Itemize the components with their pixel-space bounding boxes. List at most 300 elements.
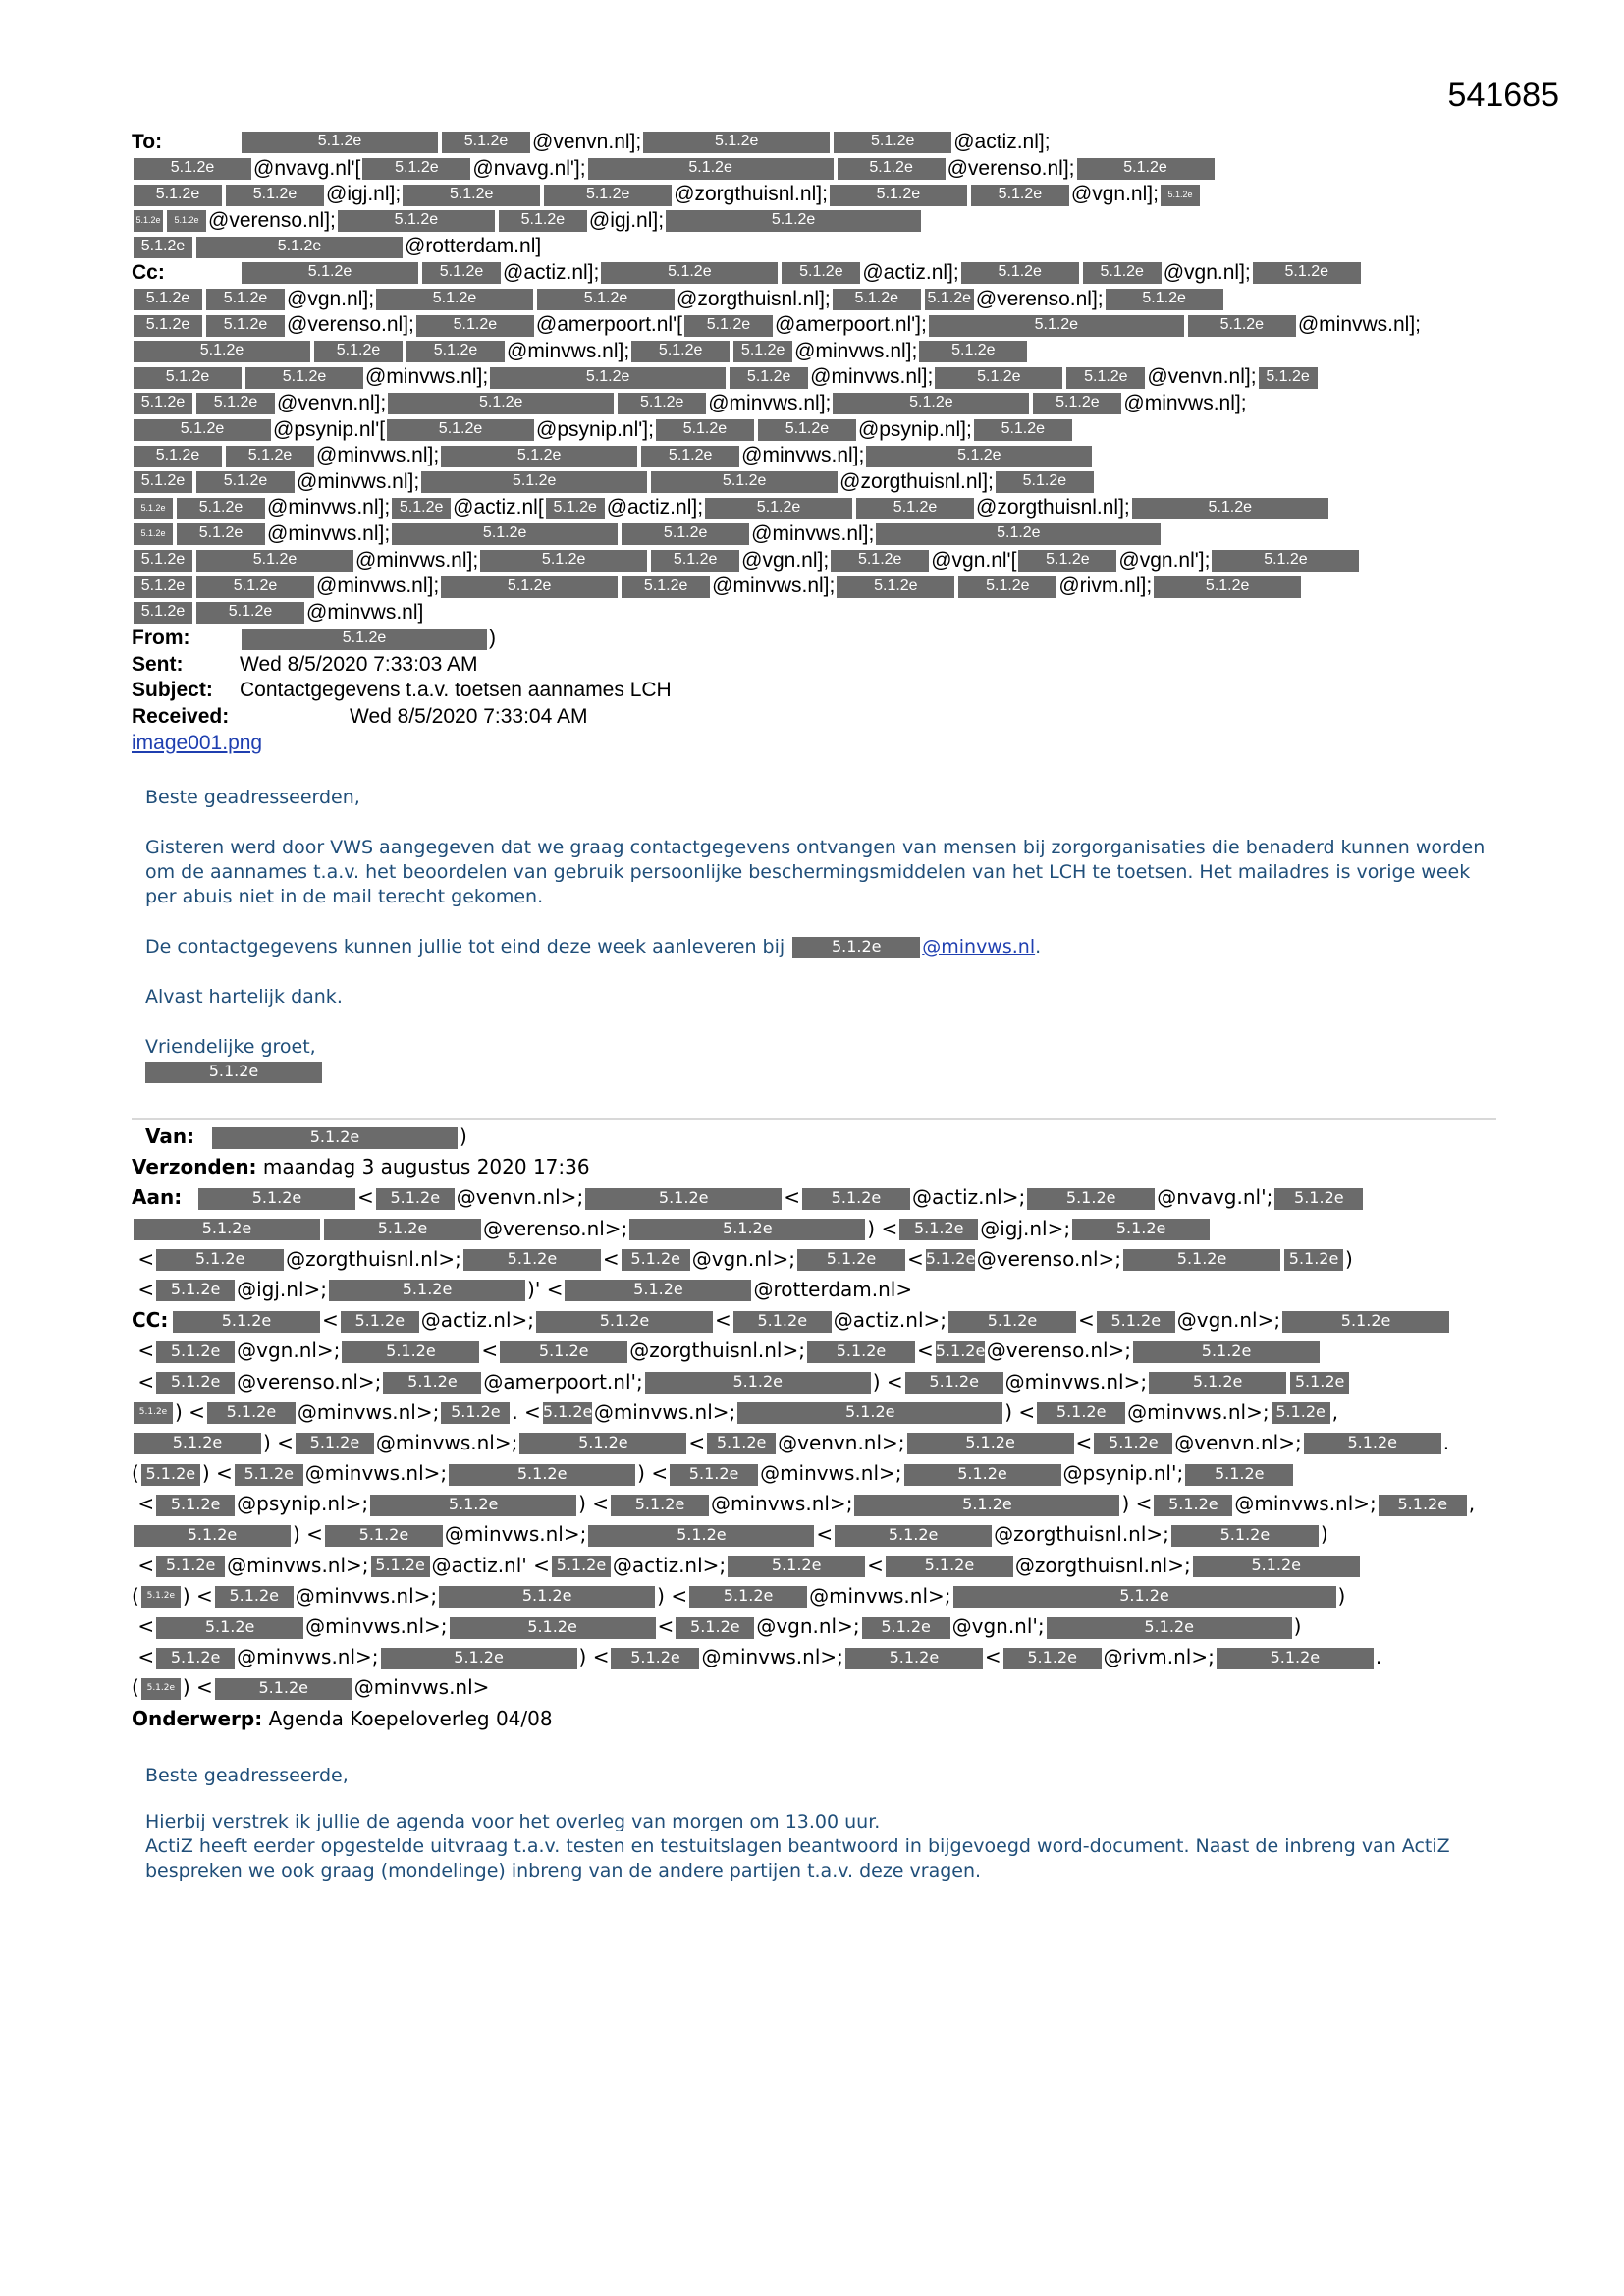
- redaction-box: 5.1.2e: [519, 1433, 686, 1454]
- redaction-box: 5.1.2e: [134, 158, 251, 180]
- redaction-box: 5.1.2e: [831, 550, 929, 572]
- forwarded-message-body: [145, 1764, 1500, 1884]
- redaction-box: 5.1.2e: [802, 1188, 910, 1210]
- redaction-box: 5.1.2e: [705, 498, 852, 519]
- redaction-box: 5.1.2e: [156, 1280, 235, 1301]
- redaction-box: 5.1.2e: [441, 1402, 510, 1424]
- redaction-box: 5.1.2e: [296, 1433, 374, 1454]
- redaction-box: 5.1.2e: [403, 185, 540, 206]
- thanks: Alvast hartelijk dank.: [145, 986, 343, 1008]
- recipient-domain: @zorgthuisnl.nl>;: [1014, 1553, 1191, 1577]
- redaction-box: 5.1.2e: [588, 1525, 814, 1547]
- attachment-link[interactable]: image001.png: [132, 731, 263, 754]
- recipient-domain: @verenso.nl];: [208, 208, 336, 232]
- recipient-domain: @minvws.nl>;: [295, 1583, 438, 1608]
- redaction-box: 5.1.2e: [1274, 1188, 1363, 1210]
- recipient-domain: @venvn.nl>;: [1174, 1430, 1302, 1454]
- redaction-box: 5.1.2e: [1047, 1617, 1292, 1639]
- recipient-domain: @minvws.nl];: [355, 548, 479, 572]
- redaction-box: 5.1.2e: [198, 1188, 355, 1210]
- redaction-box: 5.1.2e: [834, 132, 951, 153]
- redaction-box: 5.1.2e: [499, 210, 587, 232]
- recipient-domain: @actiz.nl': [431, 1553, 527, 1577]
- redaction-box: 5.1.2e: [1123, 1249, 1280, 1271]
- recipient-domain: @actiz.nl>;: [911, 1185, 1026, 1210]
- redaction-box: 5.1.2e: [416, 315, 534, 337]
- redaction-box: 5.1.2e: [886, 1556, 1013, 1577]
- recipient-domain: @actiz.nl];: [953, 131, 1051, 153]
- recipient-domain: @nvavg.nl'[: [253, 156, 361, 180]
- redaction-box: 5.1.2e: [565, 1280, 751, 1301]
- onderwerp-row: [132, 1704, 1506, 1734]
- redaction-box: 5.1.2e: [226, 185, 324, 206]
- redaction-box: 5.1.2e: [971, 185, 1069, 206]
- redaction-box: 5.1.2e: [588, 158, 834, 180]
- recipient-domain: @minvws.nl>;: [593, 1399, 736, 1424]
- redaction-box: 5.1.2e: [1259, 367, 1318, 389]
- recipient-domain: @verenso.nl>;: [483, 1216, 628, 1240]
- recipient-domain: @vgn.nl>;: [756, 1614, 860, 1638]
- van-label: Van:: [145, 1124, 195, 1148]
- cc-f-row-11: < 5.1.2e @minvws.nl>; 5.1.2e < 5.1.2e @vgn.nl>; 5.1.2e @vgn.nl'; 5.1.2e ): [132, 1614, 1302, 1638]
- recipient-domain: @psynip.nl>;: [237, 1492, 369, 1516]
- recipient-domain: @actiz.nl>;: [612, 1553, 727, 1577]
- aan-row-3: < 5.1.2e @zorgthuisnl.nl>; 5.1.2e < 5.1.2e @vgn.nl>; 5.1.2e < 5.1.2e@verenso.nl>; 5.1.2e 5.1.2e ): [132, 1246, 1353, 1271]
- redaction-box: 5.1.2e: [134, 523, 173, 545]
- redaction-box: 5.1.2e: [450, 1617, 656, 1639]
- redaction-box: 5.1.2e: [1272, 1402, 1330, 1424]
- redaction-box: 5.1.2e: [904, 1464, 1061, 1486]
- recipient-domain: @minvws.nl]: [306, 600, 424, 624]
- paragraph-2: [145, 935, 1500, 959]
- redaction-box: 5.1.2e: [905, 1372, 1003, 1394]
- redaction-box: 5.1.2e: [899, 1219, 978, 1240]
- redaction-box: 5.1.2e: [856, 498, 974, 519]
- redaction-box: 5.1.2e: [134, 1433, 261, 1454]
- recipient-domain: @zorgthuisnl.nl];: [976, 496, 1130, 519]
- redaction-box: 5.1.2e: [206, 289, 285, 310]
- redaction-box: 5.1.2e: [383, 1372, 481, 1394]
- redaction-box: 5.1.2e: [907, 1433, 1074, 1454]
- received-value: Wed 8/5/2020 7:33:04 AM: [350, 705, 588, 729]
- redaction-box: 5.1.2e: [676, 1617, 754, 1639]
- redaction-box: 5.1.2e: [134, 315, 202, 337]
- redaction-box: 5.1.2e: [177, 523, 265, 545]
- redaction-box: 5.1.2e: [325, 1525, 443, 1547]
- redaction-box: 5.1.2e: [342, 1341, 479, 1363]
- redaction-box: 5.1.2e: [134, 289, 202, 310]
- cc-row-13: [132, 574, 1506, 600]
- to-row-5: [132, 234, 1506, 260]
- redaction-box: 5.1.2e: [958, 576, 1056, 598]
- redaction-box: 5.1.2e: [1282, 1311, 1449, 1333]
- redaction-box: 5.1.2e: [618, 393, 706, 414]
- redaction-box: 5.1.2e: [500, 1341, 627, 1363]
- recipient-domain: @minvws.nl>;: [760, 1461, 902, 1486]
- cc-row-5: [132, 364, 1506, 391]
- redaction-box: 5.1.2e: [156, 1341, 235, 1363]
- cc-row-11: [132, 521, 1506, 548]
- redaction-box: 5.1.2e: [134, 1525, 291, 1547]
- redaction-box: 5.1.2e: [134, 210, 163, 232]
- cc-row-3: [132, 312, 1506, 339]
- redaction-box: 5.1.2e: [1304, 1433, 1441, 1454]
- redaction-box: 5.1.2e: [134, 446, 222, 467]
- recipient-domain: @psynip.nl];: [857, 417, 972, 441]
- redaction-box: 5.1.2e: [862, 1617, 950, 1639]
- redaction-box: 5.1.2e: [177, 498, 265, 519]
- redaction-box: 5.1.2e: [854, 1495, 1119, 1516]
- attachment-row: [132, 731, 1506, 757]
- forwarded-header: [132, 1121, 1506, 1734]
- recipient-domain: @minvws.nl>;: [1004, 1369, 1148, 1394]
- forwarded-line-2: ActiZ heeft eerder opgestelde uitvraag t.a.v. testen en testuitslagen beantwoord in bijgevoegd word-document. Naast de inbreng van ActiZ bespreken we ook graag (mondelinge) inbreng van de andere partijen t.a.v. deze vragen.: [145, 1835, 1450, 1882]
- recipient-domain: @minvws.nl];: [1123, 391, 1247, 414]
- aan-row-1: Aan: 5.1.2e < 5.1.2e @venvn.nl>; 5.1.2e < 5.1.2e @actiz.nl>; 5.1.2e @nvavg.nl'; 5.1.2e: [132, 1182, 1506, 1213]
- cc-row-10: [132, 495, 1506, 521]
- redaction-box: 5.1.2e: [1253, 262, 1361, 284]
- paragraph-2-prefix: De contactgegevens kunnen jullie tot eind deze week aanleveren bij: [145, 936, 785, 957]
- recipient-domain: @zorgthuisnl.nl];: [839, 469, 994, 493]
- recipient-domain: @nvavg.nl';: [1157, 1185, 1273, 1210]
- cc-f-label: CC:: [132, 1308, 169, 1333]
- recipient-domain: @vgn.nl>;: [691, 1246, 795, 1271]
- redaction-box: 5.1.2e: [1097, 1311, 1175, 1333]
- redaction-box: 5.1.2e: [376, 289, 533, 310]
- redaction-box: 5.1.2e: [226, 446, 314, 467]
- to-row-1: [132, 130, 1506, 156]
- redaction-box: 5.1.2e: [792, 937, 920, 958]
- redaction-box: 5.1.2e: [242, 132, 438, 153]
- redaction-box: 5.1.2e: [141, 1586, 181, 1608]
- to-row-3: [132, 182, 1506, 208]
- redaction-box: 5.1.2e: [935, 367, 1062, 389]
- redaction-box: 5.1.2e: [1149, 1372, 1286, 1394]
- redaction-box: 5.1.2e: [1037, 1402, 1125, 1424]
- redaction-box: 5.1.2e: [1161, 185, 1200, 206]
- redaction-box: 5.1.2e: [449, 1464, 635, 1486]
- redaction-box: 5.1.2e: [797, 1249, 905, 1271]
- recipient-domain: @psynip.nl'[: [273, 417, 386, 441]
- redaction-box: 5.1.2e: [156, 1249, 284, 1271]
- verzonden-row: [132, 1152, 1506, 1182]
- recipient-domain: @igj.nl];: [588, 208, 665, 232]
- recipient-domain: @minvws.nl];: [267, 521, 391, 545]
- recipient-domain: @minvws.nl];: [365, 365, 489, 389]
- redaction-box: 5.1.2e: [134, 1402, 173, 1424]
- redaction-box: 5.1.2e: [546, 498, 605, 519]
- redaction-box: 5.1.2e: [833, 289, 921, 310]
- cc-row-8: [132, 443, 1506, 469]
- aan-label: Aan:: [132, 1185, 183, 1210]
- cc-row-7: [132, 417, 1506, 444]
- redaction-box: 5.1.2e: [156, 1617, 303, 1639]
- redaction-box: 5.1.2e: [196, 471, 295, 493]
- redaction-box: 5.1.2e: [480, 550, 647, 572]
- sent-label: Sent:: [132, 652, 184, 676]
- redaction-box: 5.1.2e: [134, 1219, 320, 1240]
- redaction-box: 5.1.2e: [134, 367, 242, 389]
- redaction-box: 5.1.2e: [371, 1556, 430, 1577]
- recipient-domain: @verenso.nl>;: [237, 1369, 382, 1394]
- cc-row-2: [132, 287, 1506, 313]
- redaction-box: 5.1.2e: [1066, 367, 1145, 389]
- aan-row-4: < 5.1.2e @igj.nl>; 5.1.2e )' < 5.1.2e @rotterdam.nl>: [132, 1277, 913, 1301]
- recipient-domain: @minvws.nl>;: [444, 1522, 587, 1547]
- redaction-box: 5.1.2e: [1033, 393, 1121, 414]
- to-row-4: [132, 208, 1506, 235]
- recipient-domain: @igj.nl>;: [980, 1216, 1071, 1240]
- redaction-box: 5.1.2e: [835, 1525, 992, 1547]
- recipient-domain: @minvws.nl];: [297, 469, 420, 493]
- onderwerp-value: Agenda Koepeloverleg 04/08: [268, 1706, 553, 1730]
- redaction-box: 5.1.2e: [845, 1648, 983, 1669]
- redaction-box: 5.1.2e: [670, 1464, 758, 1486]
- recipient-domain: @zorgthuisnl.nl>;: [994, 1522, 1169, 1547]
- message-body: [145, 786, 1500, 1084]
- redaction-box: 5.1.2e: [1290, 1372, 1349, 1394]
- recipient-domain: @nvavg.nl'];: [472, 156, 586, 180]
- redaction-box: 5.1.2e: [381, 1648, 577, 1669]
- redaction-box: 5.1.2e: [215, 1678, 352, 1700]
- redaction-box: 5.1.2e: [948, 1311, 1076, 1333]
- redaction-box: 5.1.2e: [134, 602, 192, 624]
- redaction-box: 5.1.2e: [651, 550, 739, 572]
- recipient-domain: @minvws.nl>;: [227, 1553, 369, 1577]
- redaction-box: 5.1.2e: [733, 1311, 832, 1333]
- redaction-box: 5.1.2e: [442, 132, 530, 153]
- recipient-domain: @minvws.nl>: [353, 1675, 490, 1700]
- cc-f-row-2: < 5.1.2e @vgn.nl>; 5.1.2e < 5.1.2e @zorgthuisnl.nl>; 5.1.2e < 5.1.2e@verenso.nl>; 5.1.2e: [132, 1336, 1506, 1366]
- recipient-domain: @minvws.nl];: [316, 574, 440, 598]
- cc-f-row-7: < 5.1.2e @psynip.nl>; 5.1.2e ) < 5.1.2e @minvws.nl>; 5.1.2e ) < 5.1.2e @minvws.nl>; 5.1.2e ,: [132, 1492, 1476, 1516]
- redaction-box: 5.1.2e: [1188, 315, 1296, 337]
- redaction-box: 5.1.2e: [585, 1188, 782, 1210]
- recipient-domain: @venvn.nl>;: [456, 1185, 584, 1210]
- recipient-domain: @minvws.nl>;: [237, 1645, 379, 1669]
- recipient-domain: @vgn.nl'];: [1118, 548, 1211, 572]
- recipient-domain: @zorgthuisnl.nl];: [674, 183, 828, 206]
- redaction-box: 5.1.2e: [866, 446, 1092, 467]
- redaction-box: 5.1.2e: [537, 289, 675, 310]
- recipient-domain: @vgn.nl];: [287, 287, 375, 310]
- recipient-domain: @zorgthuisnl.nl];: [677, 287, 831, 310]
- redaction-box: 5.1.2e: [929, 315, 1184, 337]
- recipient-domain: @actiz.nl>;: [420, 1308, 534, 1333]
- recipient-domain: @verenso.nl];: [975, 287, 1104, 310]
- redaction-box: 5.1.2e: [876, 523, 1161, 545]
- redaction-box: 5.1.2e: [1133, 1341, 1320, 1363]
- recipient-domain: @igj.nl>;: [237, 1277, 328, 1301]
- recipient-domain: @psynip.nl';: [1062, 1461, 1184, 1486]
- recipient-domain: @amerpoort.nl'];: [774, 313, 927, 337]
- email-header: [132, 130, 1506, 756]
- cc-row-4: [132, 339, 1506, 365]
- paragraph-1: Gisteren werd door VWS aangegeven dat we graag contactgegevens ontvangen van mensen bij zorgorganisaties die benaderd kunnen worden om de aannames t.a.v. het beoordelen van gebruik persoonlijke beschermingsmiddelen van het LCH te toetsen. Het mailadres is vorige week per abuis niet in de mail terecht gekomen.: [145, 837, 1486, 907]
- redaction-box: 5.1.2e: [1106, 289, 1223, 310]
- greeting: Beste geadresseerden,: [145, 787, 360, 808]
- recipient-domain: @minvws.nl>;: [297, 1399, 440, 1424]
- cc-f-row-10: ( 5.1.2e ) < 5.1.2e @minvws.nl>; 5.1.2e ) < 5.1.2e @minvws.nl>; 5.1.2e ): [132, 1583, 1346, 1608]
- redaction-box: 5.1.2e: [141, 1464, 200, 1486]
- redaction-box: 5.1.2e: [392, 498, 451, 519]
- recipient-domain: @minvws.nl];: [810, 365, 934, 389]
- redaction-box: 5.1.2e: [601, 262, 778, 284]
- cc-row-14: [132, 600, 1506, 627]
- recipient-domain: @zorgthuisnl.nl>;: [286, 1246, 461, 1271]
- forwarded-greeting: Beste geadresseerde,: [145, 1765, 349, 1786]
- recipient-domain: @minvws.nl];: [708, 391, 832, 414]
- recipient-domain: @minvws.nl];: [1297, 313, 1422, 337]
- redaction-box: 5.1.2e: [245, 367, 363, 389]
- recipient-domain: @minvws.nl];: [751, 521, 875, 545]
- cc-f-row-4: 5.1.2e ) < 5.1.2e @minvws.nl>; 5.1.2e . < 5.1.2e@minvws.nl>; 5.1.2e ) < 5.1.2e @minvws.nl>; 5.1.2e ,: [132, 1397, 1506, 1428]
- received-row: [132, 704, 1506, 731]
- sent-row: [132, 652, 1506, 679]
- recipient-domain: @amerpoort.nl'[: [535, 313, 682, 337]
- forwarded-line-1: Hierbij verstrek ik jullie de agenda voor het overleg van morgen om 13.00 uur.: [145, 1811, 881, 1832]
- recipient-domain: @actiz.nl];: [862, 260, 959, 284]
- redaction-box: 5.1.2e: [629, 1219, 865, 1240]
- redaction-box: 5.1.2e: [141, 1678, 181, 1700]
- verzonden-value: maandag 3 augustus 2020 17:36: [262, 1155, 590, 1179]
- recipient-domain: @actiz.nl];: [606, 496, 704, 519]
- redaction-box: 5.1.2e: [362, 158, 470, 180]
- recipient-domain: @rivm.nl];: [1058, 574, 1153, 598]
- redaction-box: 5.1.2e: [406, 341, 505, 362]
- redaction-box: 5.1.2e: [329, 1280, 525, 1301]
- redaction-box: 5.1.2e: [1094, 1433, 1172, 1454]
- redaction-box: 5.1.2e: [338, 210, 495, 232]
- subject-value: Contactgegevens t.a.v. toetsen aannames LCH: [240, 679, 672, 702]
- redaction-box: 5.1.2e: [441, 446, 637, 467]
- redaction-box: 5.1.2e: [134, 576, 192, 598]
- cc-f-row-3: < 5.1.2e @verenso.nl>; 5.1.2e @amerpoort.nl'; 5.1.2e ) < 5.1.2e @minvws.nl>; 5.1.2e 5.1.2e: [132, 1367, 1506, 1397]
- redaction-box: 5.1.2e: [388, 393, 614, 414]
- redaction-box: 5.1.2e: [134, 237, 192, 258]
- cc-f-row-5: 5.1.2e ) < 5.1.2e @minvws.nl>; 5.1.2e < 5.1.2e @venvn.nl>; 5.1.2e < 5.1.2e @venvn.nl>; 5.1.2e .: [132, 1428, 1506, 1458]
- redaction-box: 5.1.2e: [207, 1402, 296, 1424]
- recipient-domain: @minvws.nl>;: [809, 1583, 951, 1608]
- redaction-box: 5.1.2e: [645, 1372, 871, 1394]
- redaction-box: 5.1.2e: [622, 523, 749, 545]
- redaction-box: 5.1.2e: [782, 262, 860, 284]
- recipient-domain: @minvws.nl>;: [375, 1430, 518, 1454]
- redaction-box: 5.1.2e: [134, 393, 192, 414]
- recipient-domain: @actiz.nl[: [453, 496, 544, 519]
- redaction-box: 5.1.2e: [830, 185, 967, 206]
- separator-line: [132, 1118, 1496, 1120]
- redaction-box: 5.1.2e: [622, 576, 710, 598]
- redaction-box: 5.1.2e: [134, 185, 222, 206]
- redaction-box: 5.1.2e: [919, 341, 1027, 362]
- redaction-box: 5.1.2e: [622, 1249, 690, 1271]
- redaction-box: 5.1.2e: [490, 367, 726, 389]
- redaction-box: 5.1.2e: [684, 315, 773, 337]
- redaction-box: 5.1.2e: [134, 550, 192, 572]
- redaction-box: 5.1.2e: [1154, 576, 1301, 598]
- redaction-box: 5.1.2e: [463, 1249, 601, 1271]
- redaction-box: 5.1.2e: [314, 341, 403, 362]
- redaction-box: 5.1.2e: [611, 1648, 699, 1669]
- cc-row-9: [132, 469, 1506, 496]
- recipient-domain: @vgn.nl];: [741, 548, 830, 572]
- redaction-box: 5.1.2e: [758, 419, 856, 441]
- recipient-domain: @rivm.nl>;: [1103, 1645, 1215, 1669]
- redaction-box: 5.1.2e: [728, 1556, 865, 1577]
- recipient-domain: @psynip.nl'];: [536, 417, 654, 441]
- paragraph-2-suffix: .: [1035, 936, 1042, 957]
- recipient-domain: @minvws.nl>;: [711, 1492, 853, 1516]
- recipient-domain: @minvws.nl];: [316, 444, 440, 467]
- subject-row: [132, 678, 1506, 704]
- recipient-domain: @venvn.nl];: [532, 131, 642, 153]
- redaction-box: 5.1.2e: [215, 1586, 294, 1608]
- redaction-box: 5.1.2e: [631, 341, 730, 362]
- recipient-domain: @minvws.nl>;: [701, 1645, 843, 1669]
- recipient-domain: @actiz.nl];: [503, 260, 600, 284]
- redaction-box: 5.1.2e: [196, 393, 275, 414]
- contact-email-link[interactable]: @minvws.nl: [922, 936, 1036, 957]
- recipient-domain: @minvws.nl];: [712, 574, 836, 598]
- recipient-domain: @minvws.nl>;: [305, 1614, 448, 1638]
- redaction-box: 5.1.2e: [838, 158, 946, 180]
- redaction-box: 5.1.2e: [196, 550, 353, 572]
- recipient-domain: @minvws.nl];: [507, 339, 630, 362]
- redaction-box: 5.1.2e: [242, 629, 487, 650]
- sent-value: Wed 8/5/2020 7:33:03 AM: [240, 652, 478, 676]
- redaction-box: 5.1.2e: [376, 1188, 455, 1210]
- redaction-box: 5.1.2e: [643, 132, 830, 153]
- redaction-box: 5.1.2e: [1154, 1495, 1232, 1516]
- cc-row-12: [132, 548, 1506, 574]
- redaction-box: 5.1.2e: [196, 576, 314, 598]
- redaction-box: 5.1.2e: [242, 262, 418, 284]
- redaction-box: 5.1.2e: [134, 498, 173, 519]
- redaction-box: 5.1.2e: [1003, 1648, 1102, 1669]
- redaction-box: 5.1.2e: [666, 210, 921, 232]
- recipient-domain: @venvn.nl>;: [778, 1430, 905, 1454]
- from-row: From: 5.1.2e ): [132, 626, 1506, 652]
- recipient-domain: @vgn.nl'[: [931, 548, 1017, 572]
- redaction-box: 5.1.2e: [837, 576, 954, 598]
- cc-f-row-9: < 5.1.2e @minvws.nl>; 5.1.2e @actiz.nl' < 5.1.2e @actiz.nl>; 5.1.2e < 5.1.2e @zorgthuisnl.nl>; 5.1.2e: [132, 1551, 1506, 1581]
- redaction-box: 5.1.2e: [1212, 550, 1359, 572]
- redaction-box: 5.1.2e: [156, 1648, 235, 1669]
- redaction-box: 5.1.2e: [145, 1062, 322, 1083]
- redaction-box: 5.1.2e: [1018, 550, 1116, 572]
- verzonden-label: Verzonden:: [132, 1155, 257, 1179]
- redaction-box: 5.1.2e: [387, 419, 534, 441]
- recipient-domain: @minvws.nl>;: [304, 1461, 448, 1486]
- closing: Vriendelijke groet,: [145, 1036, 316, 1058]
- recipient-domain: @minvws.nl];: [794, 339, 918, 362]
- recipient-domain: @actiz.nl>;: [833, 1308, 947, 1333]
- van-row: Van: 5.1.2e ): [132, 1121, 1506, 1152]
- redaction-box: 5.1.2e: [730, 367, 808, 389]
- redaction-box: 5.1.2e: [641, 446, 739, 467]
- cc-row-1: [132, 260, 1506, 287]
- redaction-box: 5.1.2e: [1083, 262, 1162, 284]
- redaction-box: 5.1.2e: [1132, 498, 1328, 519]
- recipient-domain: @verenso.nl];: [287, 313, 414, 337]
- to-row-2: [132, 156, 1506, 183]
- recipient-domain: @minvws.nl>;: [1127, 1399, 1270, 1424]
- received-label: Received:: [132, 705, 230, 729]
- recipient-domain: @venvn.nl];: [277, 391, 387, 414]
- redaction-box: 5.1.2e: [235, 1464, 303, 1486]
- redaction-box: 5.1.2e: [733, 341, 792, 362]
